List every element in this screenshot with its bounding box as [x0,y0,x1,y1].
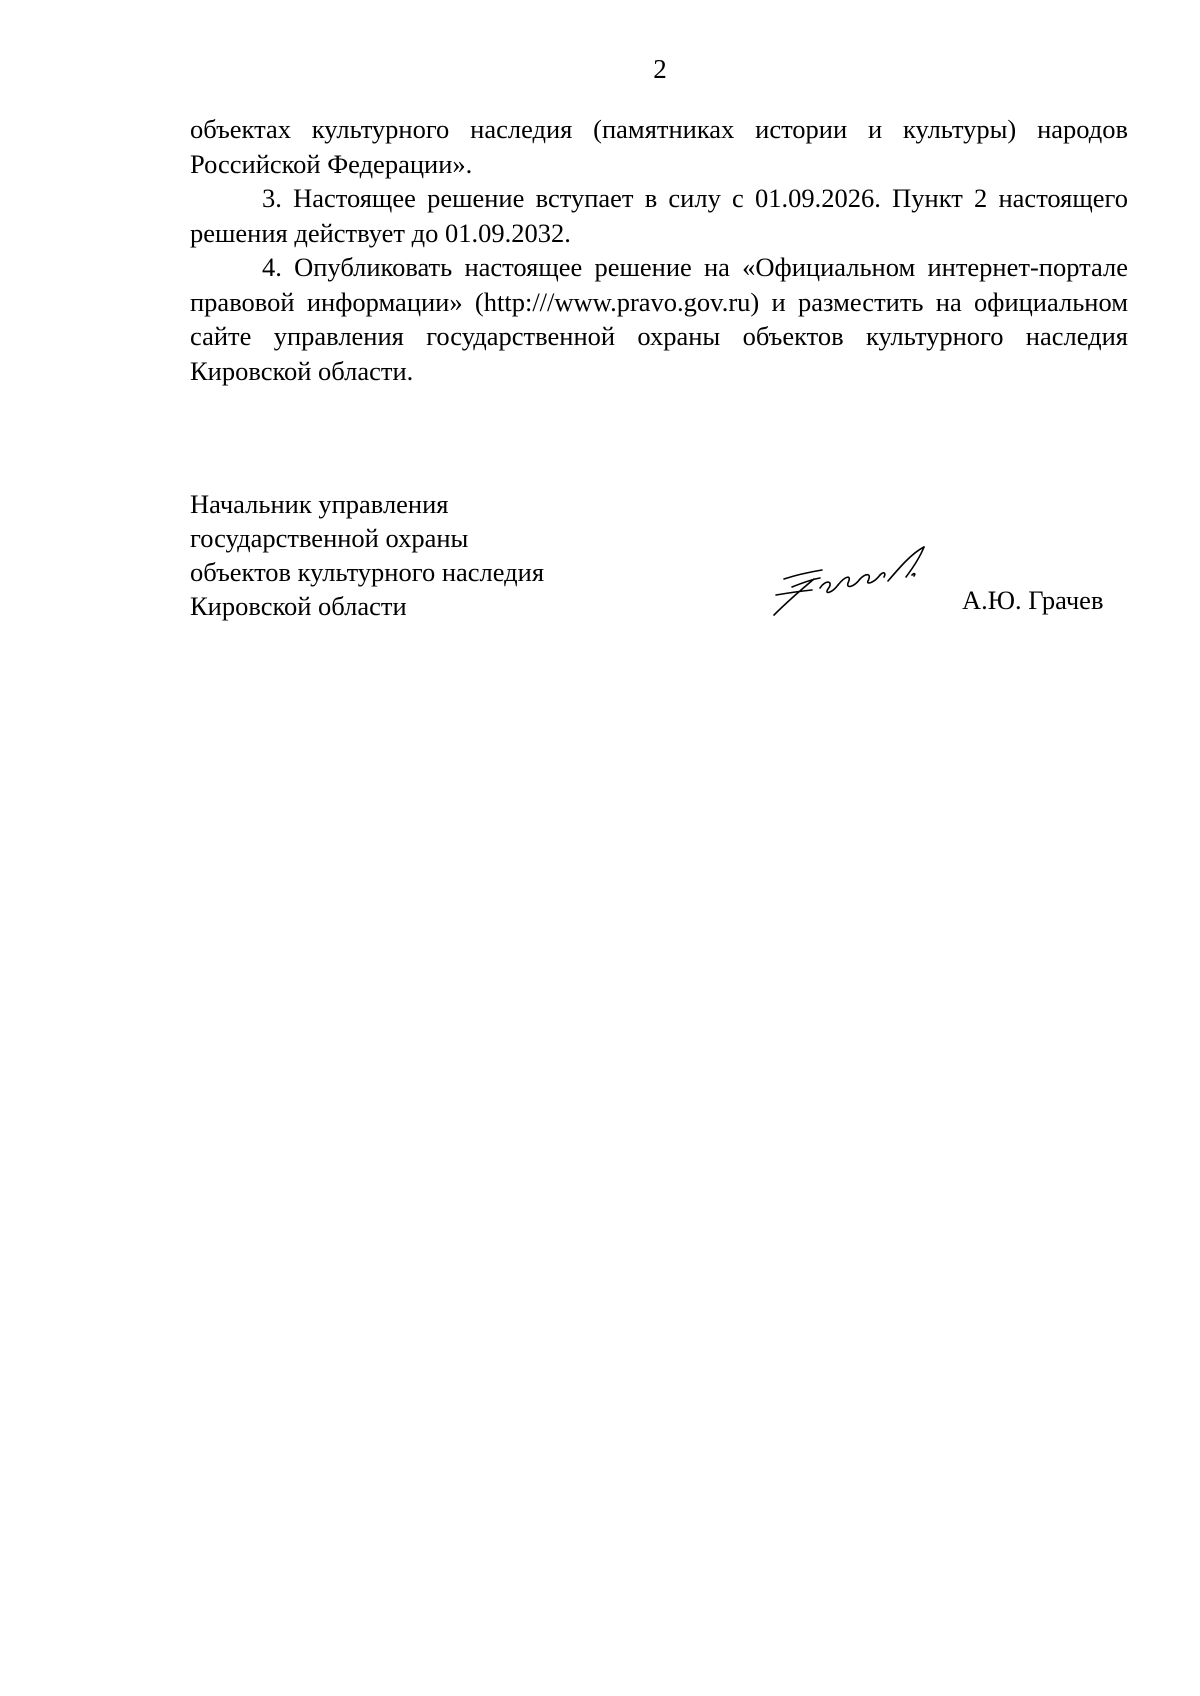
signatory-position-line: государственной охраны [190,523,469,553]
page-number: 2 [653,54,667,84]
paragraph-item-3: 3. Настоящее решение вступает в силу с 01.09.2026. Пункт 2 настоящего решения действует до 01.09.2032. [190,183,1128,248]
document-body [190,112,1128,388]
signatory-position-line: объектов культурного наследия [190,557,545,587]
handwritten-signature [762,545,952,625]
signatory-position-line: Начальник управления [190,489,449,519]
signatory-name: А.Ю. Грачев [962,585,1104,615]
signatory-position-line: Кировской области [190,591,407,621]
paragraph-continuation: объектах культурного наследия (памятниках истории и культуры) народов Российской Федерации». [190,114,1128,179]
signatory-position [190,487,544,623]
paragraph-item-4: 4. Опубликовать настоящее решение на «Официальном интернет-портале правовой информации» (http:///www.pravo.gov.ru) и разместить на официальном сайте управления государственной охраны объектов культурного наследия Кировской области. [190,252,1128,386]
